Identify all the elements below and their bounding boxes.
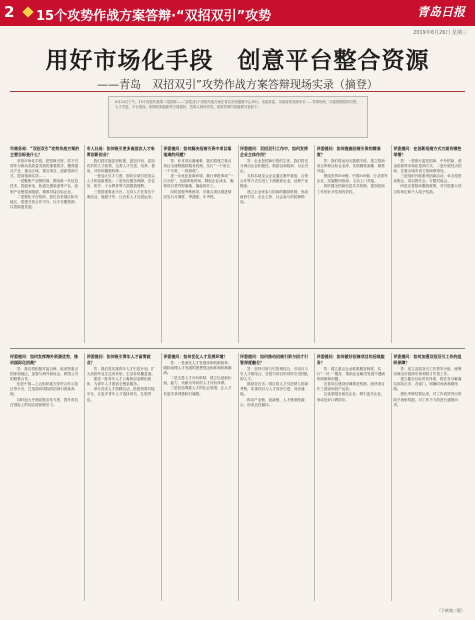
column-rule	[238, 353, 239, 601]
body-paragraph: 答：一是推行委托招商、中介招商、基金招商等市场化招商方式；二是开展驻点招商，在重点城市设立招商联络处。	[393, 159, 462, 174]
body-paragraph: 三是组织开展系列招商活动，举办投资说明会、项目推介会、专题对接会。	[393, 174, 462, 184]
column-rule	[161, 353, 162, 601]
body-paragraph: 依托中国—上合组织地方经贸合作示范区等平台，打造面向国际的招商引资新高地。	[10, 382, 79, 397]
text-column	[393, 145, 465, 343]
article-headline: 用好市场化手段 创意平台整合资源	[45, 48, 430, 74]
body-paragraph: 以优质服务留住企业、吸引更多企业，形成良好口碑效应。	[316, 392, 385, 402]
body-paragraph: 建立健全目标责任体系，将任务分解落实到各区市、各部门，明确时间表和路线图。	[393, 377, 462, 392]
newspaper-logo: 青岛日报	[416, 5, 465, 19]
body-paragraph: 坚持市场化手段，把招商引资、招才引智作为推动高质量发展的重要抓手，聚焦重点产业、重点区域、重点项目，创新招商方式，提高招商实效……	[10, 159, 79, 179]
text-column	[240, 353, 312, 601]
column-subheading: 评委提问：双招双引工作中，如何发挥企业主体作用？	[240, 146, 308, 157]
column-subheading: 市人社局：如何吸引更多高层次人才来青创新创业？	[86, 146, 155, 157]
body-paragraph: 建立企业家参与招商的激励机制，形成政府引导、企业主体、社会参与的招商格局。	[240, 189, 309, 204]
column-rule	[84, 145, 85, 343]
body-paragraph: 进一步优化营商环境，推行审批事项“一次办好”，压缩审批时间，降低企业成本，确保项目签约即落地、落地即开工。	[163, 174, 234, 189]
intro-box	[108, 96, 368, 138]
column-subheading: 评委提问：如何加强双招双引工作的组织保障？	[393, 354, 462, 365]
body-paragraph: 答：我们将运用大数据手段，建立招商项目库和目标企业库，实现精准画像、精准对接。	[316, 159, 385, 174]
body-paragraph: 答：我们将积极对接日韩、欧美等重点国家和地区，加强与海外商协会、跨国公司的联系合作。	[10, 367, 79, 382]
body-paragraph: 答：企业是招商引资的主体，我们将充分调动企业积极性，鼓励以商招商、以企引企。	[240, 159, 309, 174]
text-column	[163, 145, 235, 343]
body-paragraph: 同时加大外资政策宣传力度，提升青岛在国际上的知名度和吸引力。	[10, 397, 79, 407]
column-subheading: 评委提问：在创新招商方式方面有哪些举措？	[393, 146, 462, 157]
body-paragraph: 答：针对项目落地难，我们将建立重点项目全流程跟踪服务机制，实行“一个项目、一个专班、一抓到底”。	[163, 159, 234, 174]
column-subheading: 评委提问：如何优化人才发展环境？	[163, 354, 228, 359]
column-subheading: 评委提问：如何发挥海外资源优势，推动国际化招商？	[10, 354, 78, 365]
body-paragraph: 答：一是深化人才发展体制机制改革，破除束缚人才发展的思想观念和体制机制障碍。	[163, 361, 232, 376]
column-subheading: 评委提问：如何提高招商引资的精准度？	[316, 146, 381, 157]
column-subheading: 评委提问：如何做好招商项目的后续服务？	[316, 354, 385, 365]
column-subheading: 市商务局：“双招双引”攻势作战方案的主要目标是什么？	[10, 146, 80, 157]
body-paragraph: 推动产业链、创新链、人才链深度融合，形成良性循环。	[240, 397, 305, 407]
page-number: 2	[4, 3, 15, 21]
body-paragraph: 答：我们将实施青年人才引进计划，扩大高校毕业生住房补贴、生活补贴覆盖面。	[86, 367, 155, 377]
text-column	[317, 145, 389, 343]
text-column	[393, 353, 465, 601]
body-paragraph: 建设一批青年人才公寓和创业孵化载体，为青年人才提供全链条服务。	[86, 377, 152, 387]
column-rule	[391, 145, 392, 343]
header-divider	[10, 91, 465, 92]
body-paragraph: 我们将实施更加积极、更加开放、更加有效的人才政策，完善人才引进、培养、使用、评价和激励机制……	[86, 159, 155, 174]
column-rule	[314, 353, 315, 601]
column-rule	[391, 353, 392, 601]
body-paragraph: 答：坚持引资与引智相结合、引项目与引人才相结合，在招引项目的同时引进团队和人才。	[240, 367, 309, 382]
text-column	[10, 353, 82, 601]
body-paragraph: 二是完善人才评价机制，建立以创新价值、能力、贡献为导向的人才评价体系。	[163, 376, 232, 386]
continued-note: （下转第三版）	[437, 608, 465, 613]
text-column	[87, 145, 159, 343]
text-column	[317, 353, 389, 601]
body-paragraph: 同时加强考核督导，对重点项目推进情况实行月调度、季通报、年考核。	[163, 189, 232, 199]
column-rule	[161, 145, 162, 343]
body-paragraph: 答：建立重点企业联系服务制度，实行“一对一”服务，帮助企业解决发展中遇到的困难和问题。	[316, 367, 386, 382]
section-topic: 15个攻势作战方案答辩·“双招双引”攻势	[36, 9, 272, 24]
text-column	[87, 353, 159, 601]
text-column	[240, 145, 312, 343]
diamond-bullet-icon	[22, 6, 33, 17]
body-paragraph: 围绕世界500强、中国500强、行业领军企业，实施靶向招商，主动上门对接。	[316, 174, 388, 184]
text-column	[10, 145, 82, 343]
column-subheading: 评委提问：如何吸引青年人才留青就业？	[86, 354, 151, 365]
body-paragraph: 三是搭建事业平台，支持人才在青岛干事创业、施展才华，让各类人才近悦远来。	[86, 189, 155, 199]
article-subhead: ——青岛 双招双引”攻势作战方案答辩现场实录（摘登）	[97, 78, 378, 91]
body-paragraph: 同时健全招商信息共享机制，提高招商工作的针对性和有效性。	[316, 184, 385, 194]
column-subheading: 评委提问：如何推动招商引资与招才引智深度融合？	[240, 354, 308, 365]
body-paragraph: 一是聚焦产业链招商，围绕新一代信息技术、智能家电、轨道交通装备等产业，绘制产业链招商图谱，精准对接目标企业。	[10, 179, 79, 194]
body-paragraph: 强化考核结果运用，对工作成效突出的给予表彰奖励，对工作不力的进行通报问责。	[393, 392, 462, 407]
column-subheading: 评委提问：如何解决招商引资中项目落地难的问题？	[163, 146, 232, 157]
column-rule	[314, 145, 315, 343]
body-paragraph: 鼓励各区市、园区将人才引进纳入招商考核，实现项目与人才同步引进、同步落地。	[240, 382, 309, 397]
body-paragraph: 举办各类人才招聘活动，搭建供需对接平台，让更多青年人才选择青岛、扎根青岛。	[86, 387, 155, 402]
body-paragraph: 一是加大引才力度，面向全球引进顶尖人才和创新团队；二是优化服务保障，在住房、医疗、子女教育等方面提供便利。	[86, 174, 155, 189]
body-paragraph: 支持本地龙头企业通过兼并重组、合资合作等方式引进上下游配套企业，延伸产业链条。	[240, 174, 309, 189]
body-paragraph: 二是强化平台招商，依托各类园区和功能区，搭建开放合作平台，以平台聚资源、以资源促发展。	[10, 194, 79, 209]
column-rule	[238, 145, 239, 343]
page-banner	[0, 0, 475, 26]
body-paragraph: 完善项目建设协调推进机制，加快项目开工建设和投产达效。	[316, 382, 385, 392]
dateline: 2019年6月26日 星期三	[413, 30, 467, 36]
text-column	[163, 353, 235, 601]
column-rule	[84, 353, 85, 601]
section-divider	[10, 348, 465, 349]
body-paragraph: 四是完善招商激励政策，对引进重大项目的单位和个人给予奖励。	[393, 184, 462, 194]
body-paragraph: 三是营造尊重人才的社会氛围，让人才有更多获得感和归属感。	[163, 386, 232, 396]
intro-text: 6月25日下午，15个攻势作战第二组答辩——“双招双引”攻势作战方案在青岛市民健康中心举行。市委常委、市政府常务副市长……答辩现场，评委围绕招商引资、人才引进、平台建设、体制机制创新等方面提问，答辩人现场作答。现将答辩内容摘要刊登如下。	[115, 100, 360, 110]
body-paragraph: 答：成立双招双引工作领导小组，统筹协调全市招商引资和招才引智工作。	[393, 367, 462, 377]
